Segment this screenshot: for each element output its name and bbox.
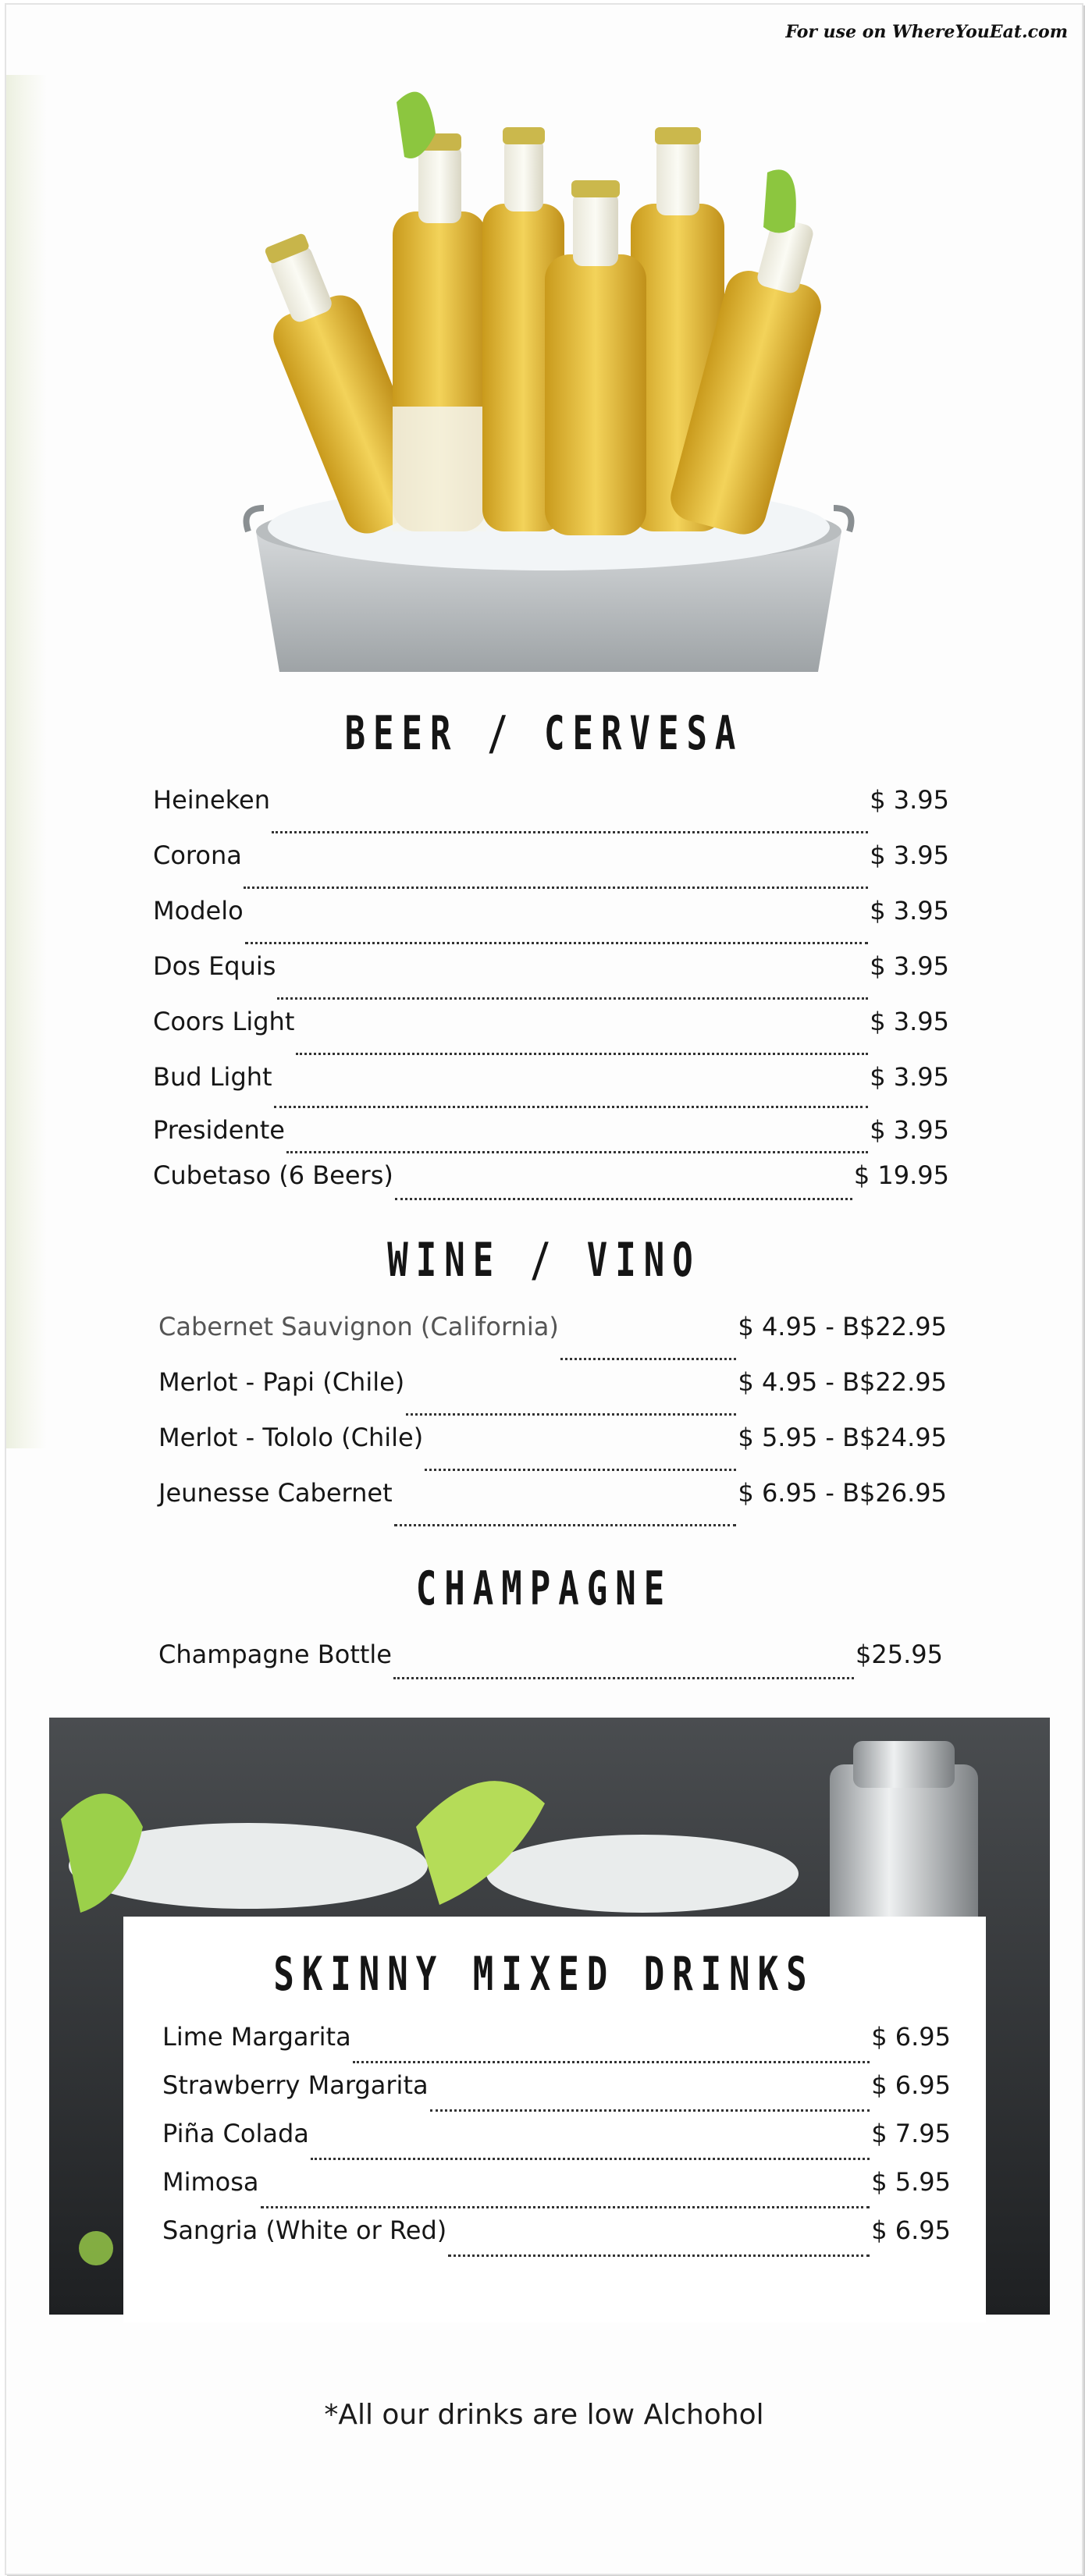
menu-item	[153, 951, 949, 1007]
footnote: *All our drinks are low Alchohol	[324, 2399, 764, 2431]
item-price: $ 3.95	[870, 840, 949, 870]
wine-menu-list	[158, 1312, 947, 1533]
item-name: Dos Equis	[153, 951, 276, 981]
menu-item	[158, 1640, 943, 1686]
item-name: Bud Light	[153, 1062, 272, 1092]
item-price: $ 4.95 - B$22.95	[738, 1367, 947, 1397]
item-name: Piña Colada	[162, 2119, 309, 2148]
menu-item	[153, 896, 949, 951]
menu-item	[153, 840, 949, 896]
item-price: $ 3.95	[870, 1062, 949, 1092]
beer-bucket-image	[240, 71, 857, 672]
menu-page	[5, 3, 1083, 2575]
item-price: $ 3.95	[870, 951, 949, 981]
menu-item	[162, 2215, 951, 2264]
item-name: Merlot - Papi (Chile)	[158, 1367, 405, 1397]
item-name: Cabernet Sauvignon (California)	[158, 1312, 559, 1341]
item-price: $ 3.95	[870, 1007, 949, 1036]
item-name: Jeunesse Cabernet	[158, 1478, 393, 1508]
menu-item	[162, 2119, 951, 2167]
item-name: Heineken	[153, 785, 270, 815]
menu-item	[158, 1423, 947, 1478]
item-name: Strawberry Margarita	[162, 2070, 429, 2100]
item-price: $ 4.95 - B$22.95	[738, 1312, 947, 1341]
item-price: $ 5.95	[871, 2167, 951, 2197]
item-price: $ 6.95	[871, 2215, 951, 2245]
menu-item	[162, 2070, 951, 2119]
item-name: Modelo	[153, 896, 244, 926]
menu-item	[153, 785, 949, 840]
item-price: $ 6.95	[871, 2022, 951, 2052]
item-name: Champagne Bottle	[158, 1640, 392, 1669]
item-name: Cubetaso (6 Beers)	[153, 1160, 393, 1190]
item-name: Corona	[153, 840, 242, 870]
item-price: $ 3.95	[870, 785, 949, 815]
menu-item	[158, 1367, 947, 1423]
item-name: Mimosa	[162, 2167, 259, 2197]
item-price: $ 6.95	[871, 2070, 951, 2100]
item-name: Coors Light	[153, 1007, 295, 1036]
wine-section-title: WINE / VINO	[387, 1234, 701, 1288]
menu-item	[153, 1062, 949, 1115]
item-price: $ 6.95 - B$26.95	[738, 1478, 947, 1508]
item-price: $ 3.95	[870, 896, 949, 926]
beer-menu-list	[153, 785, 949, 1207]
beer-section-title: BEER / CERVESA	[344, 707, 744, 761]
item-price: $25.95	[856, 1640, 943, 1669]
champagne-section-title: CHAMPAGNE	[415, 1562, 673, 1616]
item-name: Lime Margarita	[162, 2022, 351, 2052]
menu-item	[153, 1007, 949, 1062]
item-name: Merlot - Tololo (Chile)	[158, 1423, 424, 1452]
mixed-drinks-menu-list	[162, 2022, 951, 2264]
item-price: $ 19.95	[853, 1160, 949, 1190]
item-name: Sangria (White or Red)	[162, 2215, 447, 2245]
item-price: $ 7.95	[871, 2119, 951, 2148]
item-price: $ 3.95	[870, 1115, 949, 1145]
menu-item	[153, 1115, 949, 1160]
menu-item	[158, 1478, 947, 1533]
item-price: $ 5.95 - B$24.95	[738, 1423, 947, 1452]
watermark: For use on WhereYouEat.com	[785, 22, 1068, 42]
champagne-menu-list	[158, 1640, 943, 1686]
menu-item	[158, 1312, 947, 1367]
menu-item	[162, 2022, 951, 2070]
mixed-drinks-section-title: SKINNY MIXED DRINKS	[273, 1948, 815, 2002]
menu-item	[162, 2167, 951, 2215]
menu-item	[153, 1160, 949, 1207]
item-name: Presidente	[153, 1115, 285, 1145]
